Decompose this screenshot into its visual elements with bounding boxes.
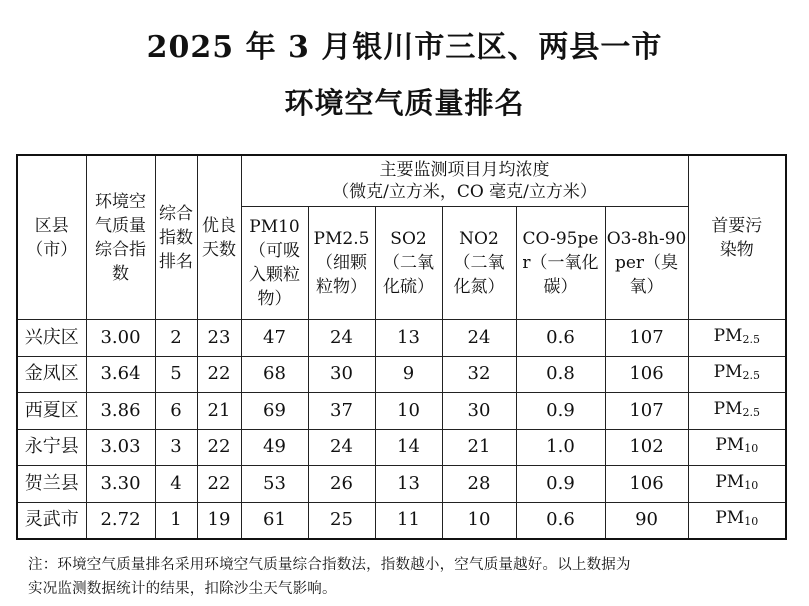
header-rank: 综合指数排名 [155, 155, 197, 320]
cell-aqi: 3.00 [86, 320, 155, 357]
table-row [17, 320, 786, 357]
cell-county: 兴庆区 [17, 320, 86, 357]
cell-co: 0.6 [516, 502, 605, 539]
cell-pm25: 30 [308, 356, 375, 393]
header-main-items [241, 155, 688, 207]
cell-aqi: 3.64 [86, 356, 155, 393]
cell-pm10: 68 [241, 356, 308, 393]
cell-primary-pollutant: $PM_{10}$ [688, 502, 786, 539]
air-quality-table [16, 154, 787, 540]
header-aqi: 环境空气质量综合指数 [86, 155, 155, 320]
cell-aqi: 2.72 [86, 502, 155, 539]
cell-rank: 3 [155, 429, 197, 466]
cell-pm10: 69 [241, 393, 308, 430]
header-pm25: PM2.5（细颗粒物） [308, 207, 375, 320]
table-header-row [17, 155, 786, 207]
cell-primary-pollutant: $PM_{10}$ [688, 466, 786, 503]
cell-co: 0.9 [516, 466, 605, 503]
header-county: 区县（市） [17, 155, 86, 320]
header-main-items-title: 主要监测项目月均浓度 [379, 160, 550, 180]
header-so2: SO2（二氧化硫） [375, 207, 442, 320]
cell-pm10: 47 [241, 320, 308, 357]
cell-good-days: 22 [197, 429, 241, 466]
cell-good-days: 19 [197, 502, 241, 539]
cell-pm10: 61 [241, 502, 308, 539]
cell-pm25: 24 [308, 320, 375, 357]
cell-county: 贺兰县 [17, 466, 86, 503]
cell-so2: 13 [375, 466, 442, 503]
cell-primary-pollutant: $PM_{10}$ [688, 429, 786, 466]
cell-o3: 106 [605, 356, 688, 393]
cell-o3: 102 [605, 429, 688, 466]
cell-primary-pollutant: $PM_{2.5}$ [688, 356, 786, 393]
cell-county: 西夏区 [17, 393, 86, 430]
cell-good-days: 22 [197, 466, 241, 503]
cell-no2: 24 [442, 320, 516, 357]
cell-co: 0.8 [516, 356, 605, 393]
header-pm10: PM10（可吸入颗粒物） [241, 207, 308, 320]
cell-aqi: 3.86 [86, 393, 155, 430]
cell-primary-pollutant: $PM_{2.5}$ [688, 320, 786, 357]
cell-no2: 32 [442, 356, 516, 393]
cell-co: 0.9 [516, 393, 605, 430]
cell-so2: 13 [375, 320, 442, 357]
cell-aqi: 3.03 [86, 429, 155, 466]
footnote-line1: 注：环境空气质量排名采用环境空气质量综合指数法，指数越小，空气质量越好。以上数据为 [28, 557, 631, 573]
cell-county: 永宁县 [17, 429, 86, 466]
table-row [17, 466, 786, 503]
cell-o3: 106 [605, 466, 688, 503]
cell-co: 1.0 [516, 429, 605, 466]
cell-rank: 4 [155, 466, 197, 503]
cell-primary-pollutant: $PM_{2.5}$ [688, 393, 786, 430]
cell-co: 0.6 [516, 320, 605, 357]
header-o3: O3-8h-90 per（臭氧） [605, 207, 688, 320]
cell-so2: 14 [375, 429, 442, 466]
header-co: CO-95per（一氧化碳） [516, 207, 605, 320]
cell-rank: 6 [155, 393, 197, 430]
cell-pm25: 25 [308, 502, 375, 539]
footnote-line2: 实况监测数据统计的结果，扣除沙尘天气影响。 [28, 581, 337, 597]
cell-rank: 2 [155, 320, 197, 357]
table-row [17, 393, 786, 430]
document-title-line1: 2025 年 3 月银川市三区、两县一市 [146, 30, 663, 65]
cell-pm25: 37 [308, 393, 375, 430]
cell-good-days: 21 [197, 393, 241, 430]
table-row [17, 356, 786, 393]
footnote [28, 553, 768, 601]
cell-o3: 90 [605, 502, 688, 539]
document-title-line2: 环境空气质量排名 [284, 86, 525, 120]
cell-good-days: 22 [197, 356, 241, 393]
header-primary-pollutant: 首要污染物 [688, 155, 786, 320]
cell-pm25: 26 [308, 466, 375, 503]
table-row [17, 429, 786, 466]
cell-county: 金凤区 [17, 356, 86, 393]
table-row [17, 502, 786, 539]
cell-o3: 107 [605, 320, 688, 357]
cell-county: 灵武市 [17, 502, 86, 539]
header-good-days: 优良天数 [197, 155, 241, 320]
cell-so2: 10 [375, 393, 442, 430]
cell-pm10: 53 [241, 466, 308, 503]
cell-good-days: 23 [197, 320, 241, 357]
cell-aqi: 3.30 [86, 466, 155, 503]
cell-o3: 107 [605, 393, 688, 430]
cell-so2: 11 [375, 502, 442, 539]
cell-rank: 1 [155, 502, 197, 539]
cell-pm10: 49 [241, 429, 308, 466]
cell-so2: 9 [375, 356, 442, 393]
cell-no2: 30 [442, 393, 516, 430]
header-no2: NO2（二氧化氮） [442, 207, 516, 320]
cell-no2: 21 [442, 429, 516, 466]
cell-no2: 28 [442, 466, 516, 503]
cell-rank: 5 [155, 356, 197, 393]
cell-no2: 10 [442, 502, 516, 539]
cell-pm25: 24 [308, 429, 375, 466]
header-main-units: （微克/立方米，CO 毫克/立方米） [332, 182, 597, 202]
